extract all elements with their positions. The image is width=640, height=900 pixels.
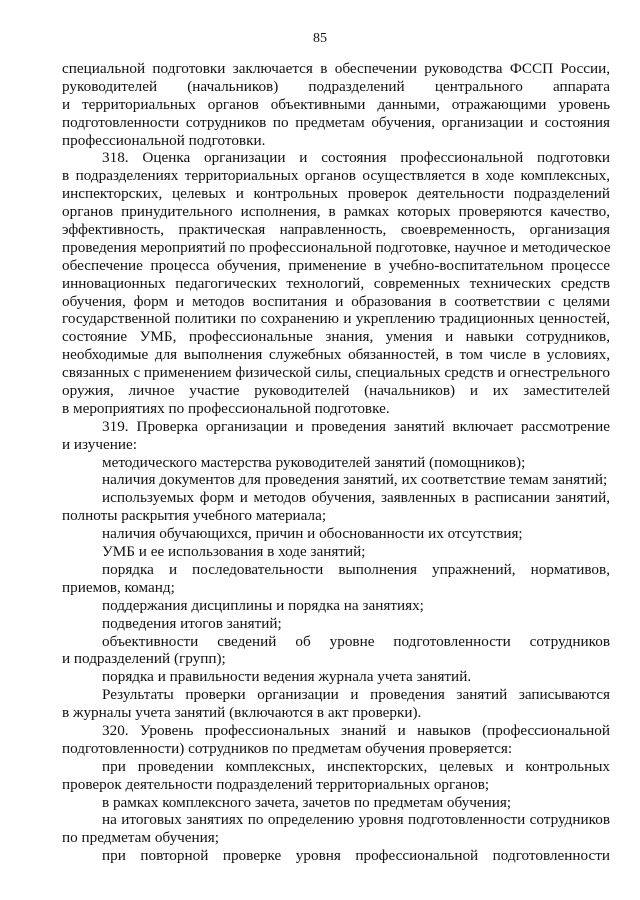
text-line: 320. Уровень профессиональных знаний и навыков (профессиональной <box>102 721 610 739</box>
text-line: инспекторских, целевых и контрольных проверок деятельности подразделений <box>62 185 610 203</box>
text-line: при повторной проверке уровня профессиональной подготовленности <box>102 847 610 865</box>
text-line: в журналы учета занятий (включаются в акт проверки). <box>62 704 422 722</box>
text-line: необходимые для выполнения служебных обязанностей, в том числе в условиях, <box>62 346 610 364</box>
text-line: подготовленности) сотрудников по предметам обучения проверяется: <box>62 739 513 757</box>
text-line: государственной политики по сохранению и укреплению традиционных ценностей, <box>62 310 610 328</box>
page-number: 85 <box>313 31 327 46</box>
text-line: инновационных педагогических технологий, современных технических средств <box>62 274 610 292</box>
text-line: Результаты проверки организации и проведения занятий записываются <box>102 686 610 704</box>
text-line: при проведении комплексных, инспекторских, целевых и контрольных <box>102 757 610 775</box>
text-line: в подразделениях территориальных органов осуществляется в ходе комплексных, <box>62 167 610 185</box>
text-line: в мероприятиях по профессиональной подготовке. <box>62 399 390 417</box>
text-line: наличия документов для проведения занятий, их соответствие темам занятий; <box>102 471 608 489</box>
text-line: связанных с применением физической силы, специальных средств и огнестрельного <box>62 364 610 382</box>
text-line: порядка и последовательности выполнения упражнений, нормативов, <box>102 560 610 578</box>
text-line: наличия обучающихся, причин и обоснованности их отсутствия; <box>102 525 523 543</box>
text-line: 319. Проверка организации и проведения занятий включает рассмотрение <box>102 417 610 435</box>
text-line: эффективность, практическая направленность, своевременность, организация <box>62 221 610 239</box>
text-line: руководителей (начальников) подразделений центрального аппарата <box>62 77 610 95</box>
text-line: обучения, форм и методов воспитания и образования в соответствии с целями <box>62 292 610 310</box>
text-line: состояние УМБ, профессиональные знания, умения и навыки сотрудников, <box>62 328 610 346</box>
text-line: в рамках комплексного зачета, зачетов по предметам обучения; <box>102 793 512 811</box>
text-line: порядка и правильности ведения журнала учета занятий. <box>102 668 472 686</box>
text-line: используемых форм и методов обучения, заявленных в расписании занятий, <box>102 489 610 507</box>
text-line: 318. Оценка организации и состояния профессиональной подготовки <box>102 149 610 167</box>
text-line: подведения итогов занятий; <box>102 614 282 632</box>
text-line: профессиональной подготовки. <box>62 131 266 149</box>
text-line: проведения мероприятий по профессиональной подготовке, научное и методическое <box>62 238 611 256</box>
text-line: и подразделений (групп); <box>62 650 226 668</box>
text-line: обеспечение процесса обучения, применение в учебно-воспитательном процессе <box>62 256 610 274</box>
document-body <box>62 60 610 865</box>
text-line: поддержания дисциплины и порядка на занятиях; <box>102 596 424 614</box>
text-line: подготовленности сотрудников по предметам обучения, организации и состояния <box>62 113 610 131</box>
text-line: специальной подготовки заключается в обеспечении руководства ФССП России, <box>62 60 610 77</box>
text-line: приемов, команд; <box>62 578 175 596</box>
text-line: и изучение: <box>62 435 137 453</box>
text-line: полноты раскрытия учебного материала; <box>62 507 327 525</box>
text-line: методического мастерства руководителей занятий (помощников); <box>102 453 526 471</box>
text-line: оружия, личное участие руководителей (начальников) и их заместителей <box>62 382 610 400</box>
text-line: по предметам обучения; <box>62 829 220 847</box>
text-line: УМБ и ее использования в ходе занятий; <box>102 543 366 561</box>
text-line: объективности сведений об уровне подготовленности сотрудников <box>102 632 610 650</box>
text-line: на итоговых занятиях по определению уровня подготовленности сотрудников <box>102 811 610 829</box>
text-line: органов принудительного исполнения, в рамках которых проверяются качество, <box>62 203 610 221</box>
text-line: и территориальных органов объективными данными, отражающими уровень <box>62 95 610 113</box>
text-line: проверок деятельности подразделений территориальных органов; <box>62 775 490 793</box>
